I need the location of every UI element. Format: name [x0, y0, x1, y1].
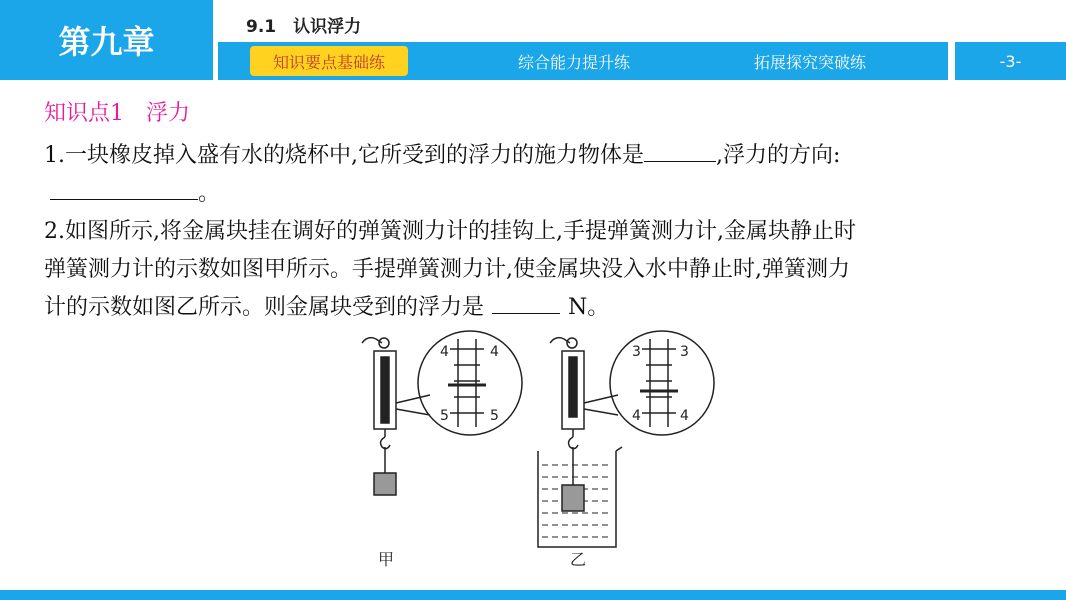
tab-extension-practice[interactable]: 拓展探究突破练 [753, 52, 866, 72]
scale-label-right-top-b: 3 [680, 344, 689, 360]
question-2-line-2: 弹簧测力计的示数如图甲所示。手提弹簧测力计,使金属块没入水中静止时,弹簧测力 [44, 257, 850, 282]
hook-right [569, 437, 578, 449]
question-1-line-1 [44, 138, 840, 169]
caption-right: 乙 [570, 550, 587, 569]
magnifier-right [610, 331, 714, 435]
q2-text-a: 计的示数如图乙所示。则金属块受到的浮力是 [44, 295, 485, 320]
figure-right [538, 331, 714, 547]
scale-label-left-top-b: 4 [490, 344, 499, 360]
scale-label-left-bottom-b: 5 [490, 408, 499, 424]
q1-text-a: 1.一块橡皮掉入盛有水的烧杯中,它所受到的浮力的施力物体是 [44, 143, 644, 168]
tab-basic-practice[interactable]: 知识要点基础练 [250, 46, 408, 76]
chapter-title: 第九章 [0, 0, 213, 80]
bottom-bar [0, 590, 1066, 600]
scale-label-left-top-a: 4 [440, 344, 449, 360]
question-1-line-2 [44, 176, 220, 207]
answer-blank-2[interactable] [50, 181, 198, 200]
metal-block-left [374, 473, 396, 495]
scale-label-right-bottom-b: 4 [680, 408, 689, 424]
spring-scale-rod-right [569, 357, 577, 417]
tab-comprehensive-practice[interactable]: 综合能力提升练 [517, 52, 630, 72]
page-number: -3- [955, 42, 1066, 80]
q2-text-b: N。 [568, 295, 610, 320]
metal-block-right [562, 485, 584, 511]
caption-left: 甲 [378, 550, 395, 569]
section-title: 9.1 认识浮力 [246, 17, 362, 37]
answer-blank-1[interactable] [644, 143, 716, 162]
scale-ring-left [379, 338, 389, 348]
q1-text-b: ,浮力的方向: [716, 143, 841, 168]
scale-ring-right [567, 338, 577, 348]
question-2-line-1: 2.如图所示,将金属块挂在调好的弹簧测力计的挂钩上,手提弹簧测力计,金属块静止时 [44, 219, 856, 244]
scale-label-right-bottom-a: 4 [632, 408, 641, 424]
spring-scale-rod-left [381, 357, 389, 423]
knowledge-point-title: 知识点1 浮力 [44, 101, 190, 126]
answer-blank-3[interactable] [492, 295, 560, 314]
question-2-line-3 [44, 290, 609, 321]
scale-label-left-bottom-a: 5 [440, 408, 449, 424]
hook-left [381, 437, 390, 449]
scale-label-right-top-a: 3 [632, 344, 641, 360]
q1-end: 。 [198, 181, 221, 206]
magnifier-left [418, 331, 522, 435]
spring-scale-figure [350, 325, 720, 575]
